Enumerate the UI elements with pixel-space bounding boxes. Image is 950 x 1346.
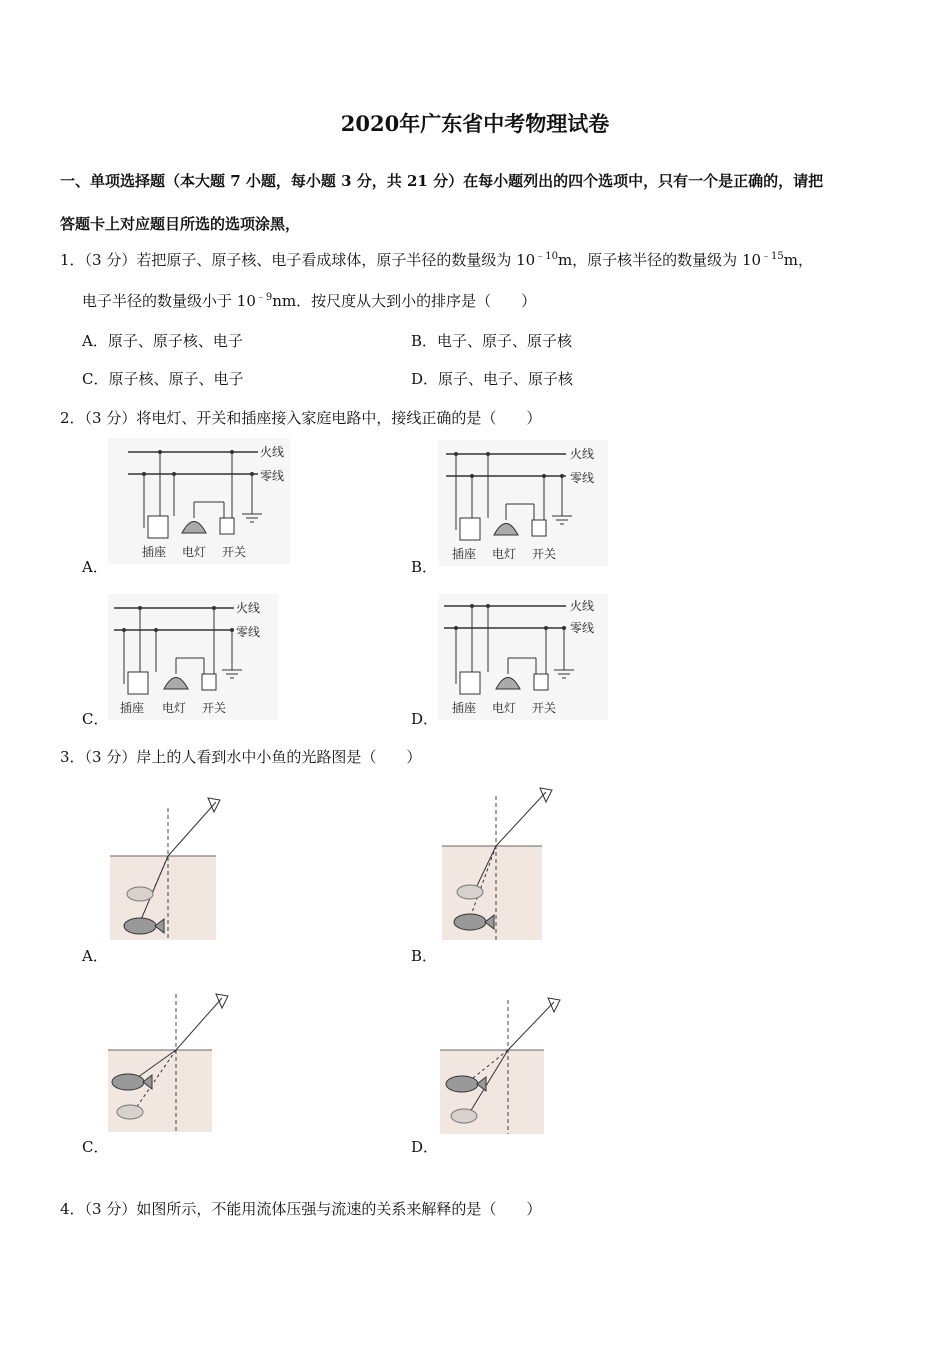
neutral-wire-label: 零线 [260,469,285,483]
live-wire-label: 火线 [570,447,595,461]
fish-image-icon [457,885,483,899]
switch-label: 开关 [202,701,227,715]
question-score: （3 分） [84,1200,137,1218]
q1-option-a[interactable]: A．原子、原子核、电子 [82,332,243,350]
q3-option-d-label[interactable]: D． [411,1138,439,1156]
question-text: nm．按尺度从大到小的排序是（ ） [272,292,537,310]
socket-label: 插座 [142,545,167,559]
fish-icon [112,1074,144,1090]
question-text: 若把原子、原子核、电子看成球体，原子半径的数量级为 10 [136,251,536,269]
light-path-diagram-b[interactable] [440,784,560,940]
lamp-label: 电灯 [492,547,517,561]
question-score: （3 分） [84,748,137,766]
lamp-label: 电灯 [492,701,517,715]
question-number: 1． [60,251,85,269]
switch-icon [534,674,548,690]
q1-option-d[interactable]: D．原子、电子、原子核 [411,370,574,388]
question-1-line2 [82,290,536,311]
section-heading-line1: 一、单项选择题（本大题 7 小题，每小题 3 分，共 21 分）在每小题列出的四个选项中，只有一个是正确的，请把 [60,172,824,190]
page-title: 2020年广东省中考物理试卷 [340,111,610,136]
q2-option-d-label[interactable]: D． [411,710,439,728]
socket-icon [460,672,480,694]
exponent: ﹣15 [761,251,784,262]
eye-icon [540,788,552,802]
question-text: 将电灯、开关和插座接入家庭电路中，接线正确的是（ ） [136,409,542,427]
q1-option-c[interactable]: C．原子核、原子、电子 [82,370,244,388]
switch-label: 开关 [532,701,557,715]
fish-image-icon [117,1105,143,1119]
socket-label: 插座 [452,701,477,715]
question-text: m， [783,251,814,269]
q2-option-a-label[interactable]: A． [82,558,108,576]
q1-option-b[interactable]: B．电子、原子、原子核 [411,332,573,350]
lamp-label: 电灯 [182,545,207,559]
fish-image-icon [451,1109,477,1123]
fish-icon [446,1076,478,1092]
section-heading-line2: 答题卡上对应题目所选的选项涂黑， [60,215,301,233]
fish-icon [124,918,156,934]
switch-label: 开关 [222,545,247,559]
eye-icon [216,994,228,1008]
question-number: 2． [60,409,85,427]
exponent: ﹣10 [535,251,558,262]
question-4 [60,1198,541,1219]
fish-icon [454,914,486,930]
question-score: （3 分） [84,409,137,427]
question-1 [60,249,813,270]
q2-option-c-label[interactable]: C． [82,710,109,728]
question-2 [60,407,541,428]
live-wire-label: 火线 [260,445,285,459]
switch-icon [220,518,234,534]
switch-icon [202,674,216,690]
socket-label: 插座 [452,547,477,561]
circuit-diagram-d[interactable] [438,594,608,720]
question-score: （3 分） [84,251,137,269]
q3-option-b-label[interactable]: B． [411,947,438,965]
socket-icon [148,516,168,538]
socket-icon [460,518,480,540]
live-wire-label: 火线 [236,601,261,615]
circuit-diagram-c[interactable] [108,594,278,720]
exponent: ﹣9 [255,292,273,303]
lamp-label: 电灯 [162,701,187,715]
light-path-diagram-a[interactable] [110,790,230,940]
light-path-diagram-c[interactable] [106,990,232,1132]
question-text: m，原子核半径的数量级为 10 [557,251,762,269]
fish-image-icon [127,887,153,901]
q3-option-c-label[interactable]: C． [82,1138,109,1156]
switch-label: 开关 [532,547,557,561]
socket-icon [128,672,148,694]
light-path-diagram-d[interactable] [436,994,566,1134]
question-number: 4． [60,1200,85,1218]
question-3 [60,746,421,767]
socket-label: 插座 [120,701,145,715]
eye-icon [548,998,560,1012]
neutral-wire-label: 零线 [236,625,261,639]
circuit-diagram-a[interactable] [108,438,290,564]
question-text: 电子半径的数量级小于 10 [82,292,256,310]
question-text: 如图所示，不能用流体压强与流速的关系来解释的是（ ） [136,1200,542,1218]
question-number: 3． [60,748,85,766]
circuit-diagram-b[interactable] [438,440,608,566]
question-text: 岸上的人看到水中小鱼的光路图是（ ） [136,748,422,766]
neutral-wire-label: 零线 [570,471,595,485]
q3-option-a-label[interactable]: A． [82,947,108,965]
neutral-wire-label: 零线 [570,621,595,635]
live-wire-label: 火线 [570,599,595,613]
switch-icon [532,520,546,536]
q2-option-b-label[interactable]: B． [411,558,438,576]
